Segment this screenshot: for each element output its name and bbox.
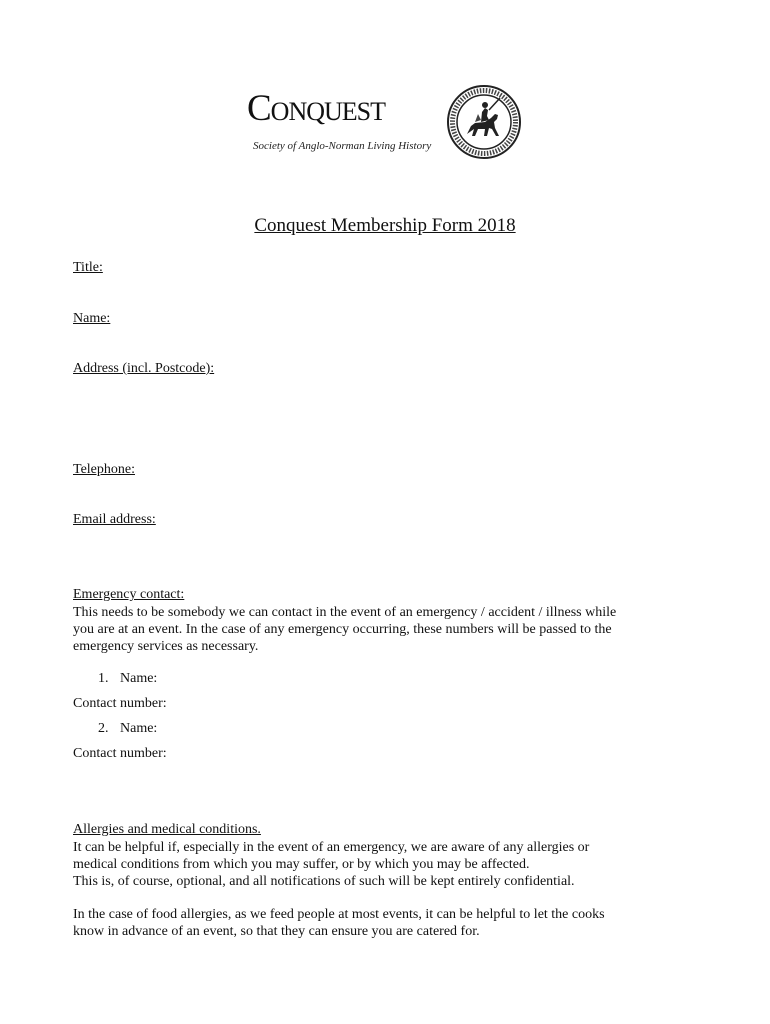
logo-wordmark: Conquest	[247, 88, 386, 129]
contact-1-number: 1.	[98, 671, 109, 686]
contact-2-number-label: Contact number:	[73, 746, 167, 761]
logo-subtitle: Society of Anglo-Norman Living History	[253, 140, 432, 152]
conquest-logo	[247, 84, 527, 160]
contact-1-number-label: Contact number:	[73, 696, 167, 711]
telephone-field-label: Telephone:	[73, 462, 135, 477]
contact-1-name-label: Name:	[120, 671, 158, 686]
title-field-label: Title:	[73, 260, 103, 275]
name-field-label: Name:	[73, 311, 111, 326]
food-allergies-text: In the case of food allergies, as we feed people at most events, it can be helpful to let the cooks know in advance of an event, so that they can ensure you are catered for.	[73, 907, 605, 939]
seal-icon	[445, 84, 523, 160]
emergency-contact-text: This needs to be somebody we can contact in the event of an emergency / accident / illness while you are at an event. In the case of any emergency occurring, these numbers will be passed to the emergency services as necessary.	[73, 605, 617, 654]
allergies-heading: Allergies and medical conditions.	[73, 822, 261, 837]
contact-2-number: 2.	[98, 721, 109, 736]
allergies-text: It can be helpful if, especially in the event of an emergency, we are aware of any allergies or medical conditions from which you may suffer, or by which you may be affected. This is, of course, optional, and all notifications of such will be kept entirely confidential.	[73, 840, 590, 889]
contact-2-name-label: Name:	[120, 721, 158, 736]
form-title: Conquest Membership Form 2018	[254, 215, 516, 236]
emergency-contact-heading: Emergency contact:	[73, 587, 185, 602]
email-field-label: Email address:	[73, 512, 156, 527]
address-field-label: Address (incl. Postcode):	[73, 361, 215, 376]
